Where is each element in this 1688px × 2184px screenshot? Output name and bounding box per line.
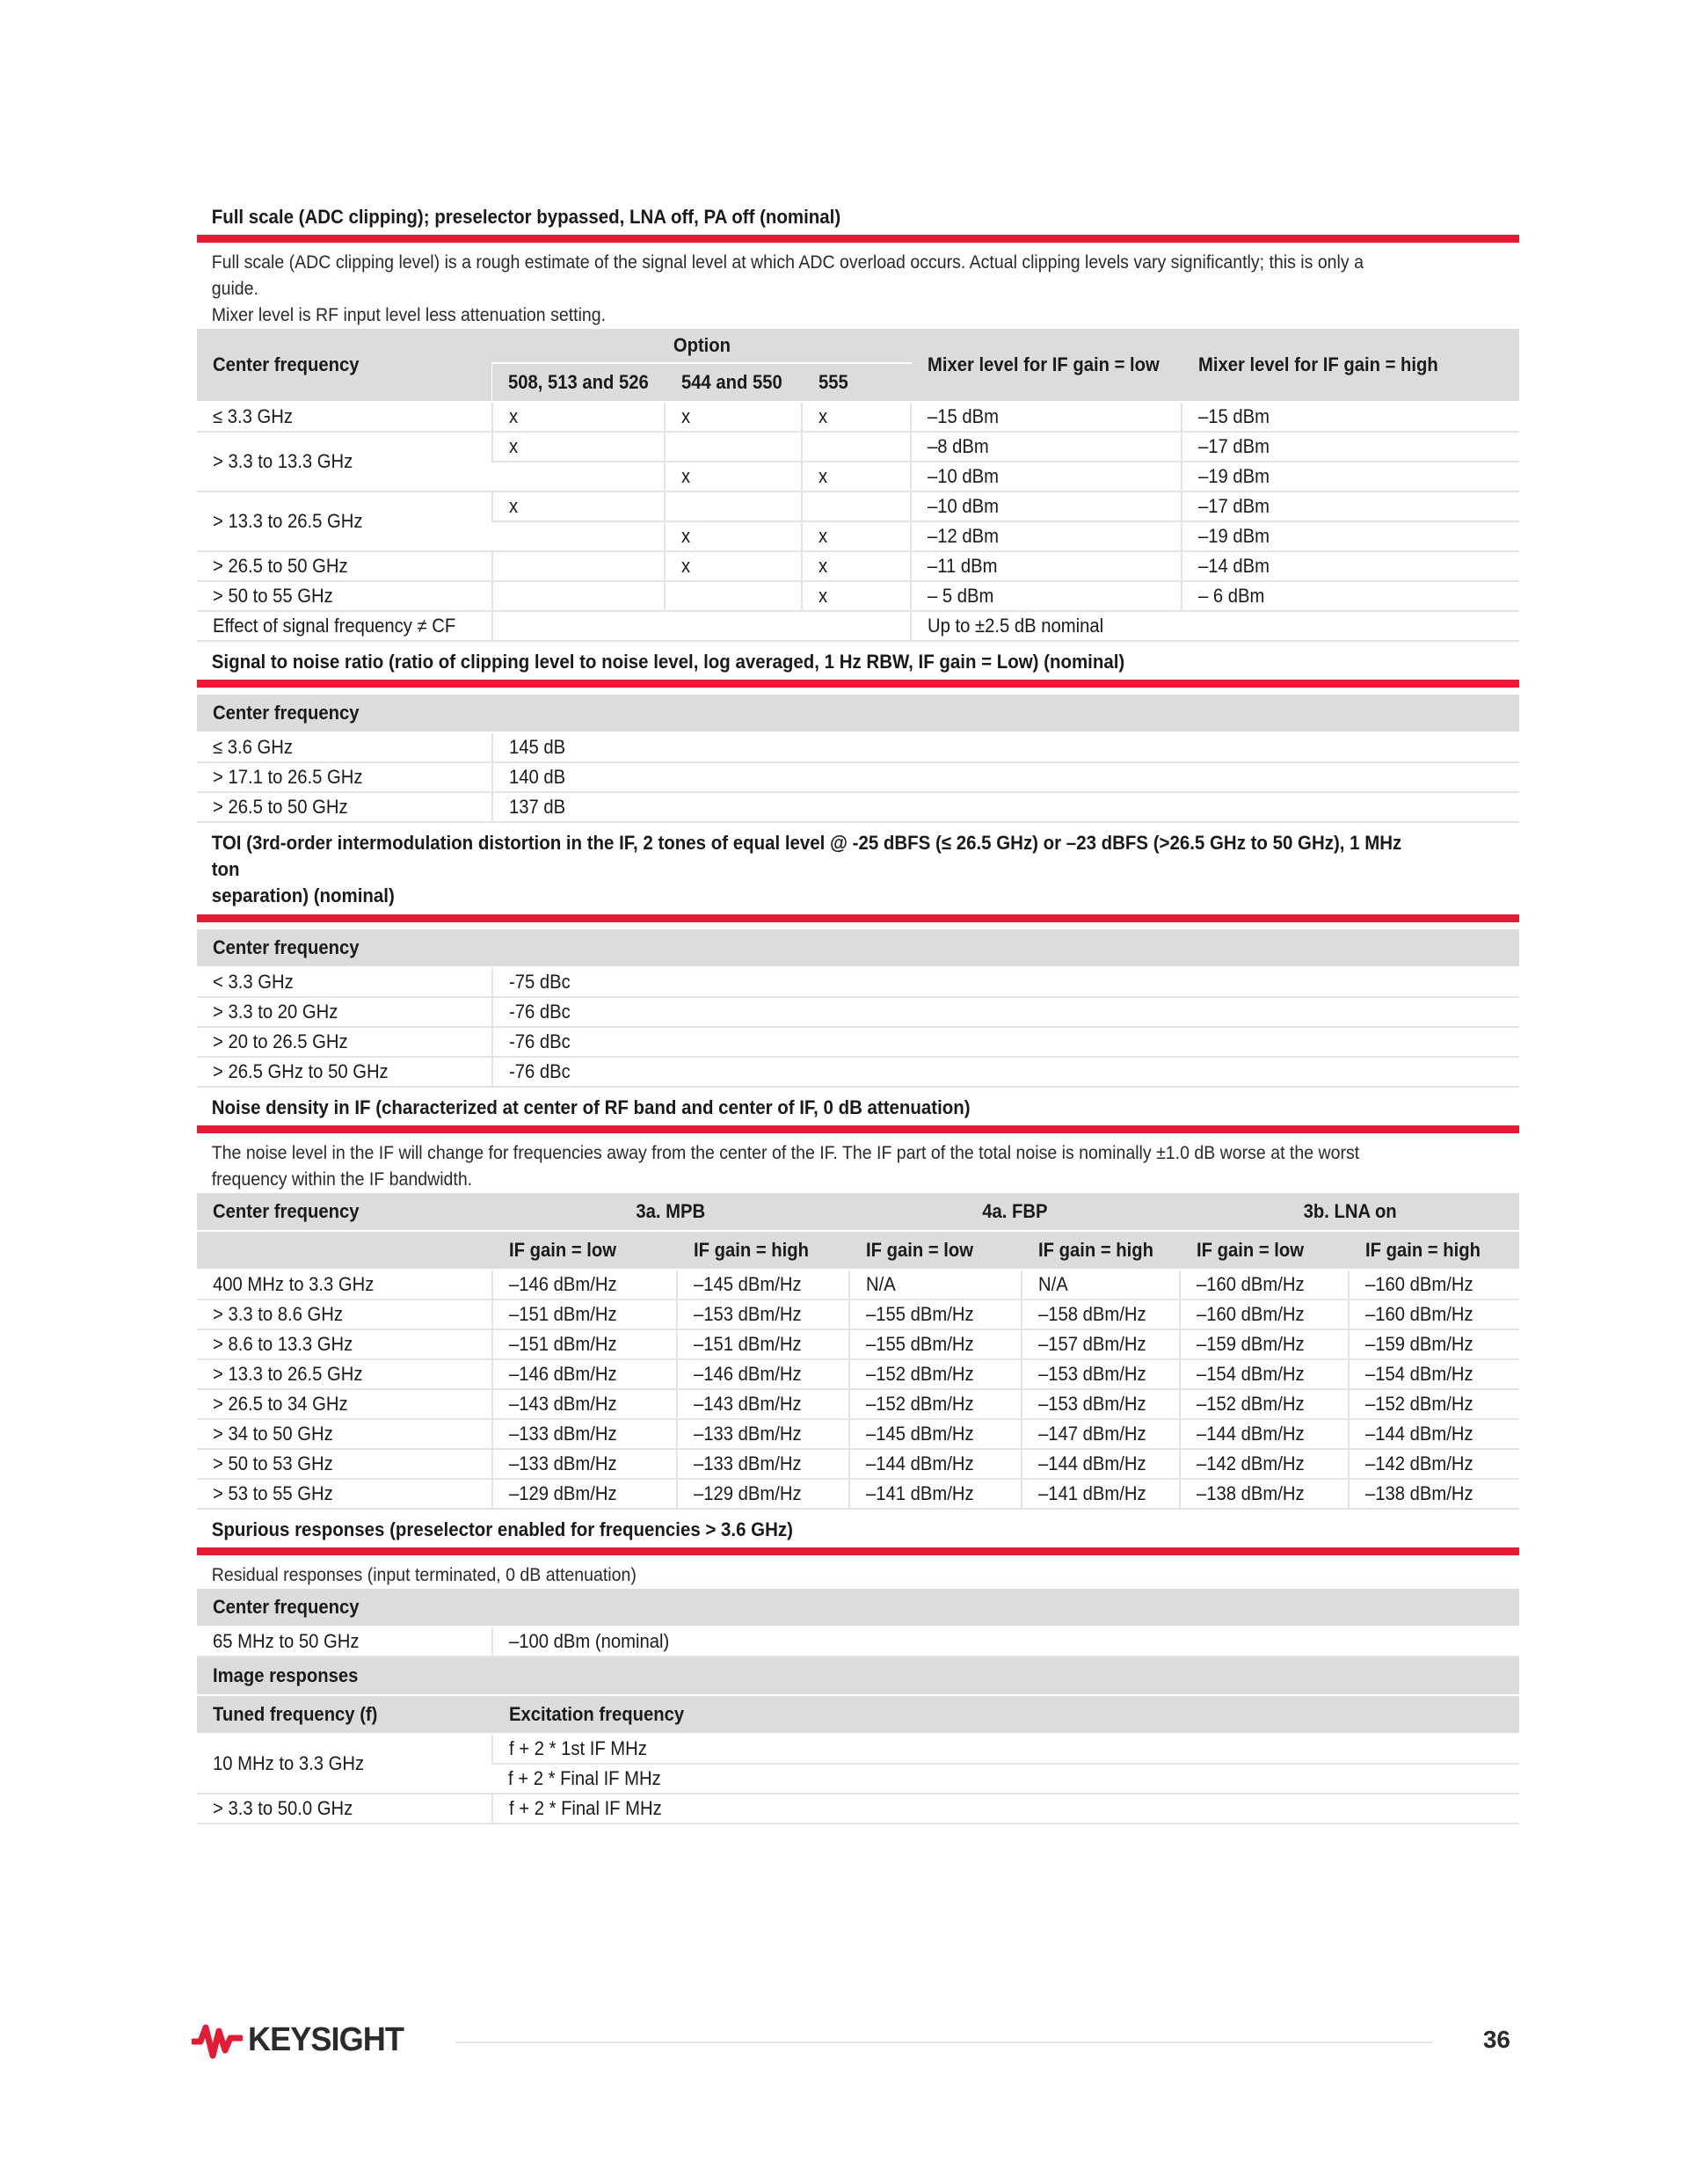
mixer-high-cell: –19 dBm: [1182, 462, 1519, 491]
noise-value-cell: –129 dBm/Hz: [677, 1479, 849, 1509]
mixer-low-cell: – 5 dBm: [911, 581, 1182, 611]
table-row: [197, 1270, 1519, 1299]
value-cell: -76 dBc: [492, 1057, 1519, 1087]
freq-cell: ≤ 3.3 GHz: [197, 402, 492, 432]
table-row: [197, 1734, 1519, 1764]
header-mixer-high: Mixer level for IF gain = high: [1182, 329, 1519, 402]
noise-value-cell: –158 dBm/Hz: [1022, 1299, 1180, 1329]
keysight-wave-icon: [192, 2020, 243, 2059]
section-divider: [197, 1125, 1519, 1133]
noise-value-cell: N/A: [849, 1270, 1022, 1299]
noise-value-cell: –155 dBm/Hz: [849, 1299, 1022, 1329]
noise-value-cell: –160 dBm/Hz: [1180, 1270, 1349, 1299]
noise-value-cell: –154 dBm/Hz: [1349, 1359, 1519, 1389]
freq-cell: > 17.1 to 26.5 GHz: [197, 762, 492, 792]
table-row: [197, 1299, 1519, 1329]
mixer-high-cell: –14 dBm: [1182, 551, 1519, 581]
table-row: [197, 491, 1519, 521]
freq-cell: > 26.5 GHz to 50 GHz: [197, 1057, 492, 1087]
brand-name: KEYSIGHT: [248, 2020, 404, 2058]
freq-cell: > 26.5 to 34 GHz: [197, 1389, 492, 1419]
table-row: [197, 1359, 1519, 1389]
snr-table: [197, 695, 1519, 823]
noise-value-cell: –160 dBm/Hz: [1349, 1299, 1519, 1329]
empty-cell: [492, 611, 911, 641]
freq-cell: > 3.3 to 50.0 GHz: [197, 1794, 492, 1824]
mixer-high-cell: –17 dBm: [1182, 432, 1519, 462]
noise-value-cell: –138 dBm/Hz: [1180, 1479, 1349, 1509]
noise-value-cell: –141 dBm/Hz: [1022, 1479, 1180, 1509]
noise-value-cell: –146 dBm/Hz: [492, 1359, 677, 1389]
section-title-noise-density: Noise density in IF (characterized at center of RF band and center of IF, 0 dB attenuation): [211, 1096, 971, 1118]
noise-density-note: The noise level in the IF will change for frequencies away from the center of the IF. The IF part of the total noise is nominally ±1.0 dB worse at the worst: [211, 1143, 1360, 1163]
table-row: [197, 1027, 1519, 1057]
spurious-table: [197, 1589, 1519, 1824]
full-scale-note: Mixer level is RF input level less attenuation setting.: [211, 305, 607, 325]
table-row: [197, 1627, 1519, 1656]
noise-value-cell: –144 dBm/Hz: [1349, 1419, 1519, 1449]
mixer-low-cell: –11 dBm: [911, 551, 1182, 581]
noise-value-cell: –144 dBm/Hz: [849, 1449, 1022, 1479]
full-scale-table: [197, 329, 1519, 642]
option-cell: x: [802, 551, 911, 581]
noise-density-table: [197, 1193, 1519, 1510]
table-row: [197, 1419, 1519, 1449]
noise-value-cell: –159 dBm/Hz: [1349, 1329, 1519, 1359]
table-row: [197, 792, 1519, 822]
table-row: [197, 1449, 1519, 1479]
noise-value-cell: –151 dBm/Hz: [677, 1329, 849, 1359]
mixer-high-cell: –17 dBm: [1182, 491, 1519, 521]
freq-cell: > 26.5 to 50 GHz: [197, 551, 492, 581]
noise-value-cell: –154 dBm/Hz: [1180, 1359, 1349, 1389]
header-center-frequency: Center frequency: [197, 329, 492, 402]
freq-cell: 400 MHz to 3.3 GHz: [197, 1270, 492, 1299]
value-cell: f + 2 * 1st IF MHz: [492, 1734, 1519, 1764]
value-cell: 137 dB: [492, 792, 1519, 822]
mixer-low-cell: –10 dBm: [911, 491, 1182, 521]
header-tuned-frequency: Tuned frequency (f): [197, 1695, 492, 1734]
header-center-frequency: Center frequency: [197, 1589, 492, 1627]
noise-density-body: [197, 1270, 1519, 1509]
freq-cell: > 34 to 50 GHz: [197, 1419, 492, 1449]
section-title-toi: separation) (nominal): [211, 885, 395, 906]
table-row: [197, 581, 1519, 611]
header-empty: [197, 1231, 492, 1270]
noise-value-cell: –138 dBm/Hz: [1349, 1479, 1519, 1509]
table-row: [197, 402, 1519, 432]
header-group-fbp: 4a. FBP: [849, 1193, 1180, 1231]
header-empty: [492, 1589, 1519, 1627]
noise-value-cell: –160 dBm/Hz: [1180, 1299, 1349, 1329]
table-row: [197, 1389, 1519, 1419]
option-cell: [492, 581, 665, 611]
toi-table: [197, 929, 1519, 1088]
noise-value-cell: –143 dBm/Hz: [677, 1389, 849, 1419]
noise-value-cell: –145 dBm/Hz: [849, 1419, 1022, 1449]
table-row: [197, 997, 1519, 1027]
noise-value-cell: –153 dBm/Hz: [677, 1299, 849, 1329]
header-empty: [492, 929, 1519, 967]
value-cell: -75 dBc: [492, 967, 1519, 997]
freq-cell: > 3.3 to 13.3 GHz: [197, 432, 492, 491]
table-row: [197, 732, 1519, 762]
full-scale-note: Full scale (ADC clipping level) is a rough estimate of the signal level at which ADC overload occurs. Actual clipping levels vary significantly; this is only a guide.: [211, 252, 1364, 299]
option-cell: [802, 432, 911, 462]
section-title-full-scale: Full scale (ADC clipping); preselector bypassed, LNA off, PA off (nominal): [211, 206, 841, 228]
noise-value-cell: –143 dBm/Hz: [492, 1389, 677, 1419]
header-if-gain-low: IF gain = low: [849, 1231, 1022, 1270]
header-if-gain-low: IF gain = low: [492, 1231, 677, 1270]
footer-divider: [455, 2042, 1433, 2043]
option-cell: [665, 432, 802, 462]
mixer-high-cell: –19 dBm: [1182, 521, 1519, 551]
option-cell: x: [665, 551, 802, 581]
option-cell: x: [492, 432, 665, 462]
mixer-high-cell: –15 dBm: [1182, 402, 1519, 432]
header-empty: [492, 695, 1519, 732]
noise-value-cell: –157 dBm/Hz: [1022, 1329, 1180, 1359]
freq-cell: > 50 to 53 GHz: [197, 1449, 492, 1479]
noise-value-cell: –152 dBm/Hz: [849, 1359, 1022, 1389]
freq-cell: > 20 to 26.5 GHz: [197, 1027, 492, 1057]
noise-value-cell: –144 dBm/Hz: [1022, 1449, 1180, 1479]
noise-value-cell: –142 dBm/Hz: [1349, 1449, 1519, 1479]
freq-cell: > 3.3 to 8.6 GHz: [197, 1299, 492, 1329]
table-row: [197, 762, 1519, 792]
noise-value-cell: –133 dBm/Hz: [492, 1449, 677, 1479]
table-row: [197, 1057, 1519, 1087]
header-group-lna: 3b. LNA on: [1180, 1193, 1519, 1231]
option-cell: [492, 551, 665, 581]
table-row: [197, 967, 1519, 997]
noise-value-cell: –159 dBm/Hz: [1180, 1329, 1349, 1359]
noise-value-cell: –146 dBm/Hz: [492, 1270, 677, 1299]
option-cell: x: [802, 462, 911, 491]
header-center-frequency: Center frequency: [197, 929, 492, 967]
page-content: [197, 200, 1519, 1824]
page-footer: [192, 2020, 1514, 2059]
noise-density-note: frequency within the IF bandwidth.: [211, 1169, 473, 1190]
noise-value-cell: –152 dBm/Hz: [849, 1389, 1022, 1419]
noise-value-cell: –155 dBm/Hz: [849, 1329, 1022, 1359]
freq-cell: 10 MHz to 3.3 GHz: [197, 1734, 492, 1794]
value-cell: f + 2 * Final IF MHz: [492, 1794, 1519, 1824]
effect-value: Up to ±2.5 dB nominal: [911, 611, 1519, 641]
option-cell: x: [802, 402, 911, 432]
option-cell: [802, 491, 911, 521]
header-mixer-low: Mixer level for IF gain = low: [911, 329, 1182, 402]
noise-value-cell: –152 dBm/Hz: [1349, 1389, 1519, 1419]
header-center-frequency: Center frequency: [197, 695, 492, 732]
noise-value-cell: –145 dBm/Hz: [677, 1270, 849, 1299]
value-cell: -76 dBc: [492, 1027, 1519, 1057]
table-row: [197, 432, 1519, 462]
noise-value-cell: –146 dBm/Hz: [677, 1359, 849, 1389]
header-option-544: 544 and 550: [665, 363, 802, 402]
header-if-gain-low: IF gain = low: [1180, 1231, 1349, 1270]
noise-value-cell: –147 dBm/Hz: [1022, 1419, 1180, 1449]
freq-cell: > 26.5 to 50 GHz: [197, 792, 492, 822]
freq-cell: 65 MHz to 50 GHz: [197, 1627, 492, 1656]
option-cell: x: [665, 402, 802, 432]
header-empty: [492, 1656, 1519, 1695]
table-row: [197, 611, 1519, 641]
option-cell: [492, 462, 665, 491]
header-option-508: 508, 513 and 526: [492, 363, 665, 402]
header-image-responses: Image responses: [197, 1656, 492, 1695]
value-cell: 145 dB: [492, 732, 1519, 762]
header-group-mpb: 3a. MPB: [492, 1193, 849, 1231]
header-excitation-frequency: Excitation frequency: [492, 1695, 1519, 1734]
noise-value-cell: –142 dBm/Hz: [1180, 1449, 1349, 1479]
section-title-snr: Signal to noise ratio (ratio of clipping level to noise level, log averaged, 1 Hz RBW, IF gain = Low) (nominal): [211, 651, 1125, 673]
section-title-toi: TOI (3rd-order intermodulation distortion in the IF, 2 tones of equal level @ -25 dBFS (≤ 26.5 GHz) or –23 dBFS (>26.5 GHz to 50 GHz), 1 MHz ton: [211, 832, 1402, 880]
value-cell: –100 dBm (nominal): [492, 1627, 1519, 1656]
table-row: [197, 1479, 1519, 1509]
noise-value-cell: –153 dBm/Hz: [1022, 1389, 1180, 1419]
freq-cell: > 50 to 55 GHz: [197, 581, 492, 611]
freq-cell: > 53 to 55 GHz: [197, 1479, 492, 1509]
noise-value-cell: –133 dBm/Hz: [677, 1419, 849, 1449]
noise-value-cell: –129 dBm/Hz: [492, 1479, 677, 1509]
noise-value-cell: –151 dBm/Hz: [492, 1299, 677, 1329]
section-title-spurious: Spurious responses (preselector enabled for frequencies > 3.6 GHz): [211, 1518, 793, 1540]
noise-value-cell: –141 dBm/Hz: [849, 1479, 1022, 1509]
residual-note: Residual responses (input terminated, 0 dB attenuation): [211, 1565, 637, 1585]
freq-cell: > 13.3 to 26.5 GHz: [197, 491, 492, 551]
noise-value-cell: –151 dBm/Hz: [492, 1329, 677, 1359]
option-cell: x: [665, 521, 802, 551]
option-cell: [665, 491, 802, 521]
header-if-gain-high: IF gain = high: [1022, 1231, 1180, 1270]
freq-cell: > 3.3 to 20 GHz: [197, 997, 492, 1027]
noise-value-cell: N/A: [1022, 1270, 1180, 1299]
option-cell: x: [802, 581, 911, 611]
freq-cell: > 13.3 to 26.5 GHz: [197, 1359, 492, 1389]
header-center-frequency: Center frequency: [197, 1193, 492, 1231]
mixer-low-cell: –10 dBm: [911, 462, 1182, 491]
table-row: [197, 1329, 1519, 1359]
effect-label: Effect of signal frequency ≠ CF: [197, 611, 492, 641]
option-cell: x: [492, 402, 665, 432]
section-divider: [197, 914, 1519, 922]
freq-cell: ≤ 3.6 GHz: [197, 732, 492, 762]
noise-value-cell: –160 dBm/Hz: [1349, 1270, 1519, 1299]
mixer-low-cell: –15 dBm: [911, 402, 1182, 432]
mixer-low-cell: –12 dBm: [911, 521, 1182, 551]
freq-cell: > 8.6 to 13.3 GHz: [197, 1329, 492, 1359]
header-option: Option: [492, 329, 911, 363]
option-cell: x: [492, 491, 665, 521]
table-row: [197, 551, 1519, 581]
option-cell: x: [802, 521, 911, 551]
header-if-gain-high: IF gain = high: [677, 1231, 849, 1270]
page-number: 36: [1482, 2026, 1510, 2053]
mixer-low-cell: –8 dBm: [911, 432, 1182, 462]
value-cell: -76 dBc: [492, 997, 1519, 1027]
value-cell: 140 dB: [492, 762, 1519, 792]
section-divider: [197, 1547, 1519, 1555]
option-cell: [665, 581, 802, 611]
header-if-gain-high: IF gain = high: [1349, 1231, 1519, 1270]
header-option-555: 555: [802, 363, 911, 402]
option-cell: x: [665, 462, 802, 491]
value-cell: f + 2 * Final IF MHz: [492, 1764, 1519, 1794]
section-divider: [197, 235, 1519, 243]
freq-cell: < 3.3 GHz: [197, 967, 492, 997]
keysight-logo: [192, 2020, 411, 2059]
noise-value-cell: –153 dBm/Hz: [1022, 1359, 1180, 1389]
mixer-high-cell: – 6 dBm: [1182, 581, 1519, 611]
noise-value-cell: –133 dBm/Hz: [677, 1449, 849, 1479]
section-divider: [197, 680, 1519, 688]
noise-value-cell: –133 dBm/Hz: [492, 1419, 677, 1449]
noise-value-cell: –152 dBm/Hz: [1180, 1389, 1349, 1419]
option-cell: [492, 521, 665, 551]
noise-value-cell: –144 dBm/Hz: [1180, 1419, 1349, 1449]
table-row: [197, 1794, 1519, 1824]
